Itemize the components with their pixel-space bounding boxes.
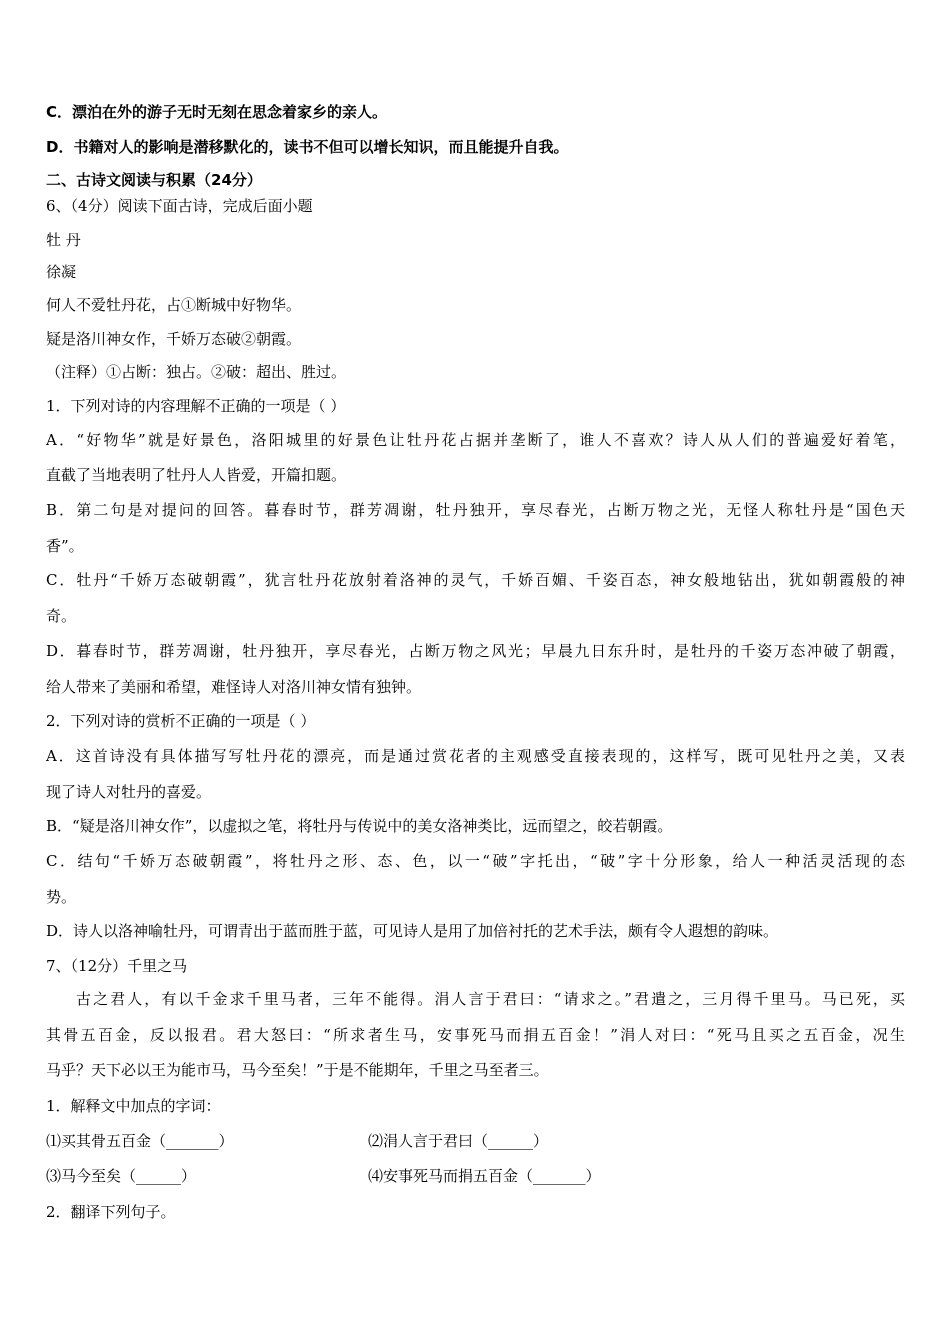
text-line: D．诗人以洛神喻牡丹，可谓青出于蓝而胜于蓝，可见诗人是用了加倍衬托的艺术手法，颇有令人遐想的韵味。 bbox=[46, 922, 779, 940]
text-line: 其骨五百金，反以报君。君大怒曰：“所求者生马，安事死马而捐五百金！”涓人对曰：“死马且买之五百金，况生 bbox=[46, 1026, 905, 1044]
text-line: 何人不爱牡丹花，占①断城中好物华。 bbox=[46, 296, 302, 314]
line-text: ⑴买其骨五百金（_______） bbox=[46, 1132, 234, 1150]
text-line bbox=[46, 1166, 905, 1186]
text-line: D．暮春时节，群芳凋谢，牡丹独开，享尽春光，占断万物之风光；早晨九日东升时，是牡丹的千姿万态冲破了朝霞， bbox=[46, 642, 905, 660]
text-line: 疑是洛川神女作，千娇万态破②朝霞。 bbox=[46, 330, 302, 348]
text-line: 2．下列对诗的赏析不正确的一项是（ ） bbox=[46, 712, 316, 730]
text-line: 6、（4分）阅读下面古诗，完成后面小题 bbox=[46, 197, 313, 215]
text-line: 现了诗人对牡丹的喜爱。 bbox=[46, 783, 212, 801]
text-line: 马乎？天下必以王为能市马，马今至矣！”于是不能期年，千里之马至者三。 bbox=[46, 1061, 549, 1079]
text-line: 1．下列对诗的内容理解不正确的一项是（ ） bbox=[46, 397, 346, 415]
text-line: 直截了当地表明了牡丹人人皆爱，开篇扣题。 bbox=[46, 466, 347, 484]
text-line: B．第二句是对提问的回答。暮春时节，群芳凋谢，牡丹独开，享尽春光，占断万物之光，无怪人称牡丹是“国色天 bbox=[46, 501, 905, 519]
text-line: 1．解释文中加点的字词： bbox=[46, 1097, 221, 1115]
text-line: 7、（12分）千里之马 bbox=[46, 957, 188, 975]
text-line: 牡 丹 bbox=[46, 231, 81, 249]
text-line: C．漂泊在外的游子无时无刻在思念着家乡的亲人。 bbox=[46, 103, 388, 121]
text-line bbox=[46, 1131, 905, 1151]
text-line: 势。 bbox=[46, 888, 77, 906]
line-text-right: ⑵涓人言于君曰（______） bbox=[368, 1132, 549, 1150]
text-line: 2．翻译下列句子。 bbox=[46, 1203, 176, 1221]
text-line: （注释）①占断：独占。②破：超出、胜过。 bbox=[46, 363, 347, 381]
text-line: 香”。 bbox=[46, 537, 84, 555]
line-text: ⑶马今至矣（______） bbox=[46, 1167, 197, 1185]
text-line: 给人带来了美丽和希望，难怪诗人对洛川神女情有独钟。 bbox=[46, 678, 422, 696]
text-line: A．“好物华”就是好景色，洛阳城里的好景色让牡丹花占据并垄断了，谁人不喜欢？诗人从人们的普遍爱好着笔， bbox=[46, 431, 905, 449]
text-line: C．牡丹“千娇万态破朝霞”，犹言牡丹花放射着洛神的灵气，千娇百媚、千姿百态，神女般地钻出，犹如朝霞般的神 bbox=[46, 571, 905, 589]
text-line: 徐凝 bbox=[46, 263, 77, 281]
line-text-right: ⑷安事死马而捐五百金（_______） bbox=[368, 1167, 601, 1185]
text-line: A．这首诗没有具体描写写牡丹花的漂亮，而是通过赏花者的主观感受直接表现的，这样写，既可见牡丹之美，又表 bbox=[46, 747, 905, 765]
text-line: 奇。 bbox=[46, 607, 77, 625]
text-line: C．结句“千娇万态破朝霞”，将牡丹之形、态、色，以一“破”字托出，“破”字十分形象，给人一种活灵活现的态 bbox=[46, 852, 905, 870]
text-line: B．“疑是洛川神女作”，以虚拟之笔，将牡丹与传说中的美女洛神类比，远而望之，皎若朝霞。 bbox=[46, 817, 673, 835]
text-line: D．书籍对人的影响是潜移默化的，读书不但可以增长知识，而且能提升自我。 bbox=[46, 138, 569, 156]
text-line: 二、古诗文阅读与积累（24分） bbox=[46, 171, 262, 189]
text-line: 古之君人，有以千金求千里马者，三年不能得。涓人言于君曰：“请求之。”君遣之，三月得千里马。马已死，买 bbox=[76, 990, 905, 1008]
